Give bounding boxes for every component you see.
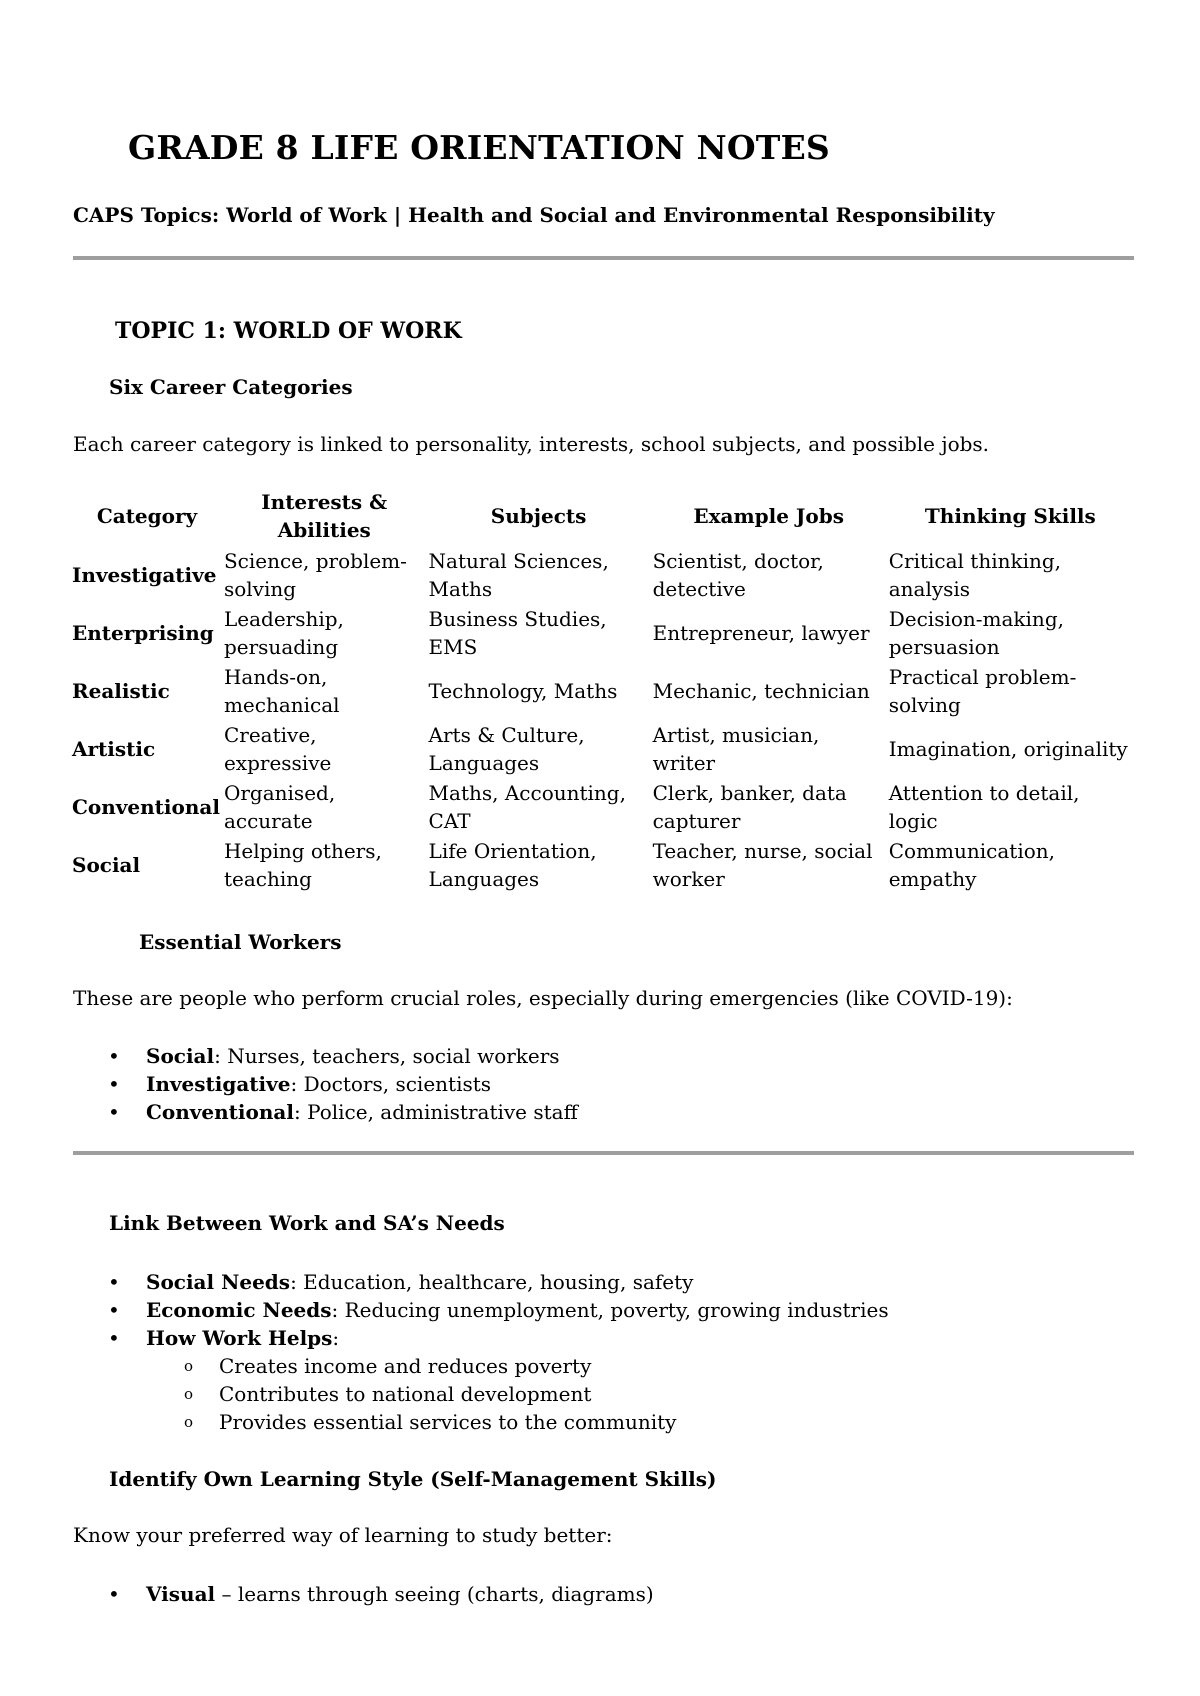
list-item — [73, 1070, 578, 1098]
list-item — [73, 1098, 578, 1126]
column-header: Example Jobs — [693, 504, 844, 528]
list-item-term: Social — [146, 1044, 215, 1068]
table-cell: Decision-making, persuasion — [888, 607, 1064, 659]
section-heading-career-categories: Six Career Categories — [109, 375, 353, 399]
list-item — [73, 1580, 654, 1608]
list-item-term: Economic Needs — [146, 1298, 332, 1322]
sub-list-item: o Creates income and reduces poverty — [73, 1352, 889, 1380]
horizontal-rule — [73, 256, 1134, 260]
learning-style-list — [73, 1580, 654, 1608]
table-cell: Creative, expressive — [223, 723, 332, 775]
table-row — [72, 546, 1134, 604]
list-item-text: : Doctors, scientists — [290, 1072, 492, 1096]
caps-topics-subtitle: CAPS Topics: World of Work | Health and Social and Environmental Responsibility — [73, 203, 995, 227]
table-cell: Life Orientation, Languages — [428, 839, 597, 891]
table-cell: Arts & Culture, Languages — [428, 723, 585, 775]
list-item-term: Visual — [146, 1582, 216, 1606]
list-item-text: : — [332, 1326, 340, 1350]
list-item — [73, 1324, 889, 1436]
topic-heading: TOPIC 1: WORLD OF WORK — [115, 318, 462, 344]
table-cell-category: Investigative — [72, 563, 217, 587]
list-item — [73, 1296, 889, 1324]
learning-style-intro: Know your preferred way of learning to study better: — [73, 1523, 613, 1547]
table-cell-category: Conventional — [72, 795, 220, 819]
work-needs-list — [73, 1268, 889, 1436]
table-cell-category: Artistic — [72, 737, 156, 761]
section-heading-essential-workers: Essential Workers — [139, 930, 342, 954]
column-header: Interests & Abilities — [261, 490, 388, 542]
list-item-term: Conventional — [146, 1100, 294, 1124]
table-cell: Leadership, persuading — [223, 607, 344, 659]
list-item — [73, 1042, 578, 1070]
table-cell: Scientist, doctor, detective — [652, 549, 824, 601]
table-row — [72, 720, 1134, 778]
table-cell: Practical problem-solving — [888, 665, 1077, 717]
essential-workers-list — [73, 1042, 578, 1126]
table-cell: Helping others, teaching — [223, 839, 382, 891]
how-work-helps-sublist — [146, 1352, 889, 1436]
table-cell: Clerk, banker, data capturer — [652, 781, 847, 833]
career-intro-paragraph: Each career category is linked to personality, interests, school subjects, and possible jobs. — [73, 432, 990, 456]
table-cell-category: Realistic — [72, 679, 170, 703]
column-header: Category — [96, 504, 198, 528]
table-cell: Science, problem-solving — [223, 549, 407, 601]
table-cell: Teacher, nurse, social worker — [652, 839, 873, 891]
table-cell: Technology, Maths — [428, 679, 618, 703]
table-cell: Imagination, originality — [888, 737, 1128, 761]
table-header-row — [72, 486, 1134, 546]
table-cell: Natural Sciences, Maths — [428, 549, 609, 601]
column-header: Thinking Skills — [924, 504, 1096, 528]
table-row — [72, 778, 1134, 836]
table-row — [72, 836, 1134, 894]
horizontal-rule — [73, 1151, 1134, 1155]
table-cell: Maths, Accounting, CAT — [428, 781, 626, 833]
table-cell: Entrepreneur, lawyer — [652, 621, 870, 645]
section-heading-work-and-needs: Link Between Work and SA’s Needs — [109, 1211, 505, 1235]
essential-workers-intro: These are people who perform crucial roles, especially during emergencies (like COVID-19): — [73, 986, 1013, 1010]
sub-list-item: o Provides essential services to the community — [73, 1408, 889, 1436]
list-item-text: – learns through seeing (charts, diagrams) — [215, 1582, 654, 1606]
table-cell: Attention to detail, logic — [888, 781, 1080, 833]
table-cell: Business Studies, EMS — [428, 607, 607, 659]
table-cell-category: Social — [72, 853, 141, 877]
career-categories-table — [72, 486, 1134, 894]
table-cell: Communication, empathy — [888, 839, 1055, 891]
column-header: Subjects — [490, 504, 587, 528]
list-item-text: : Education, healthcare, housing, safety — [290, 1270, 694, 1294]
list-item — [73, 1268, 889, 1296]
list-item-term: Social Needs — [146, 1270, 291, 1294]
list-item-term: Investigative — [146, 1072, 291, 1096]
table-row — [72, 604, 1134, 662]
table-cell: Organised, accurate — [223, 781, 336, 833]
list-item-text: : Police, administrative staff — [293, 1100, 578, 1124]
table-cell: Hands-on, mechanical — [223, 665, 340, 717]
list-item-text: : Nurses, teachers, social workers — [214, 1044, 560, 1068]
table-cell: Artist, musician, writer — [652, 723, 820, 775]
list-item-text: : Reducing unemployment, poverty, growing industries — [331, 1298, 889, 1322]
table-cell: Mechanic, technician — [652, 679, 870, 703]
table-cell-category: Enterprising — [72, 621, 214, 645]
document-title: GRADE 8 LIFE ORIENTATION NOTES — [128, 128, 830, 167]
table-cell: Critical thinking, analysis — [888, 549, 1062, 601]
section-heading-learning-style: Identify Own Learning Style (Self-Management Skills) — [109, 1467, 717, 1491]
list-item-term: How Work Helps — [146, 1326, 333, 1350]
table-row — [72, 662, 1134, 720]
sub-list-item: o Contributes to national development — [73, 1380, 889, 1408]
